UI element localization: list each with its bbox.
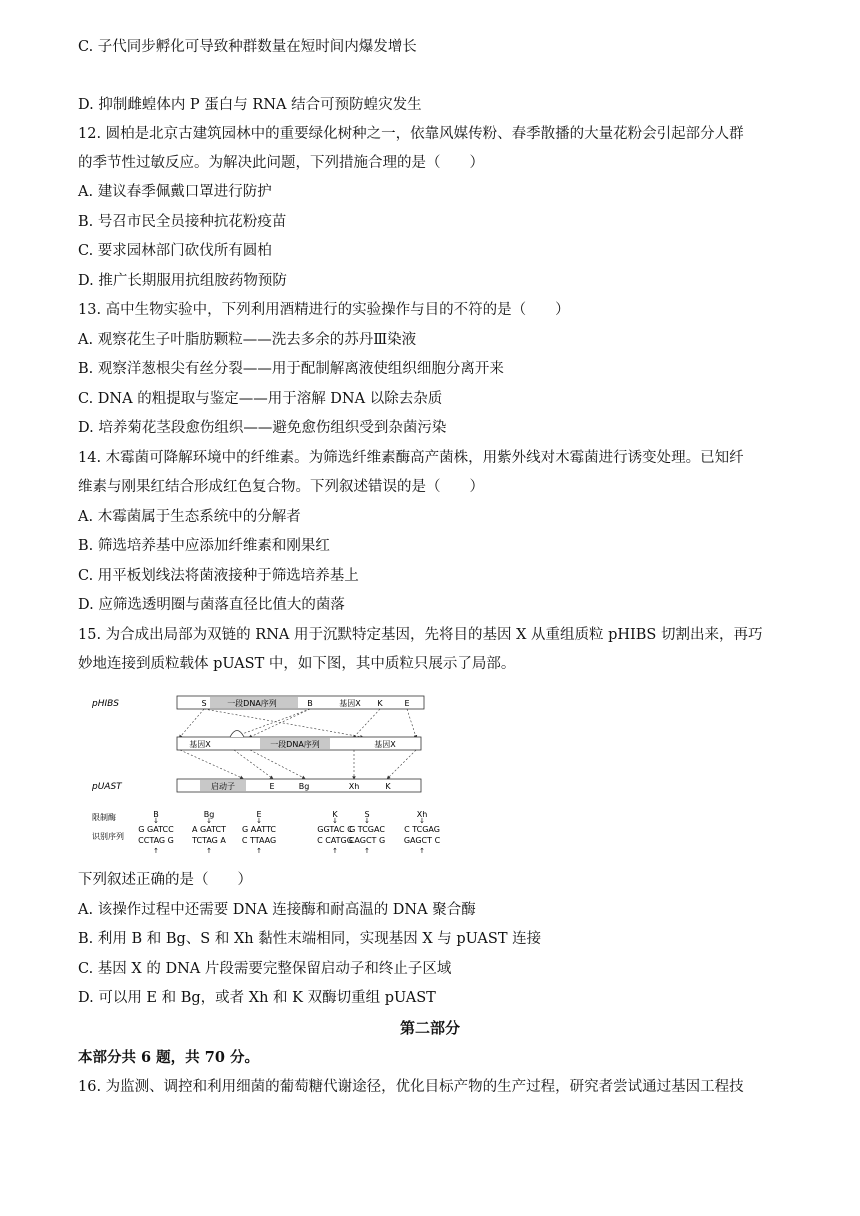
down-arrow-icon: ↓ [419,817,425,825]
q11-option-d: D. 抑制雌蝗体内 P 蛋白与 RNA 结合可预防蝗灾发生 [78,97,422,113]
q14-option-d: D. 应筛选透明圈与菌落直径比值大的菌落 [78,597,345,613]
down-arrow-icon: ↓ [256,817,262,825]
recognition-seq-bottom: C CATGG [317,836,353,845]
q11-option-c: C. 子代同步孵化可导致种群数量在短时间内爆发增长 [78,39,417,55]
part2-intro: 本部分共 6 题，共 70 分。 [78,1049,259,1066]
enzyme-name: Bg [203,810,215,819]
q12-stem-line1: 12. 圆柏是北京古建筑园林中的重要绿化树种之一，依靠风媒传粉、春季散播的大量花粉会引起部分人群 [78,126,744,142]
recognition-seq-top: GGTAC C [317,825,353,834]
up-arrow-icon: ↑ [206,847,212,855]
q15-stem-line1: 15. 为合成出局部为双链的 RNA 用于沉默特定基因，先将目的基因 X 从重组质粒 pHIBS 切割出来，再巧 [78,627,763,643]
up-arrow-icon: ↑ [153,847,159,855]
down-arrow-icon: ↓ [364,817,370,825]
enzyme-name: E [256,810,262,819]
down-arrow-icon: ↓ [153,817,159,825]
cut-lines-top [180,709,416,737]
q12-stem-line2: 的季节性过敏反应。为解决此问题，下列措施合理的是（ ） [78,155,484,171]
q14-option-b: B. 筛选培养基中应添加纤维素和刚果红 [78,538,330,554]
plasmid-diagram [92,690,462,864]
puast-site-xh: Xh [348,782,360,791]
recognition-seq-bottom: CCTAG G [138,836,174,845]
phibs-dna-segment: 一段DNA序列 [227,699,277,708]
puast-site-bg: Bg [298,782,310,791]
q15-stem-line2: 妙地连接到质粒载体 pUAST 中，如下图，其中质粒只展示了局部。 [78,656,516,672]
phibs-strip [177,696,424,709]
phibs-site-s: S [201,699,207,708]
recognition-seq-top: G GATCC [138,825,174,834]
up-arrow-icon: ↑ [256,847,262,855]
q15-option-c: C. 基因 X 的 DNA 片段需要完整保留启动子和终止子区域 [78,961,452,977]
q15-option-d: D. 可以用 E 和 Bg，或者 Xh 和 K 双酶切重组 pUAST [78,990,436,1006]
recognition-seq-top: A GATCT [192,825,226,834]
q13-option-a: A. 观察花生子叶脂肪颗粒——洗去多余的苏丹Ⅲ染液 [78,332,417,348]
enzyme-name: K [332,810,338,819]
q15-stem-line3: 下列叙述正确的是（ ） [78,872,252,888]
q13-option-c: C. DNA 的粗提取与鉴定——用于溶解 DNA 以除去杂质 [78,391,443,407]
q12-option-b: B. 号召市民全员接种抗花粉疫苗 [78,214,287,230]
puast-label: pUAST [92,782,122,792]
phibs-gene-x: 基因X [339,699,361,708]
q13-option-b: B. 观察洋葱根尖有丝分裂——用于配制解离液使组织细胞分离开来 [78,361,504,377]
sequence-row-label: 识别序列 [92,832,124,841]
up-arrow-icon: ↑ [364,847,370,855]
middle-gene-x-right: 基因X [374,740,396,749]
puast-site-e: E [269,782,275,791]
recognition-seq-top: C TCGAG [404,825,440,834]
recognition-seq-top: G AATTC [241,825,277,834]
middle-gene-x-left: 基因X [189,740,211,749]
phibs-site-k: K [377,699,383,708]
enzyme-table [138,810,440,855]
q14-option-a: A. 木霉菌属于生态系统中的分解者 [78,509,301,525]
q13-option-d: D. 培养菊花茎段愈伤组织——避免愈伤组织受到杂菌污染 [78,420,447,436]
recognition-seq-bottom: CAGCT G [348,836,386,845]
q15-option-a: A. 该操作过程中还需要 DNA 连接酶和耐高温的 DNA 聚合酶 [78,902,476,918]
recognition-seq-top: G TCGAC [349,825,385,834]
q12-option-a: A. 建议春季佩戴口罩进行防护 [78,184,272,200]
recognition-seq-bottom: C TTAAG [241,836,277,845]
enzyme-row-label: 限制酶 [92,813,116,822]
q14-stem-line1: 14. 木霉菌可降解环境中的纤维素。为筛选纤维素酶高产菌株，用紫外线对木霉菌进行诱变处理。已知纤 [78,450,744,466]
middle-strip [177,731,421,751]
up-arrow-icon: ↑ [332,847,338,855]
up-arrow-icon: ↑ [419,847,425,855]
middle-dna-segment: 一段DNA序列 [270,740,320,749]
enzyme-name: Xh [416,810,428,819]
phibs-label: pHIBS [92,699,120,709]
q15-option-b: B. 利用 B 和 Bg、S 和 Xh 黏性末端相同，实现基因 X 与 pUAST 连接 [78,931,542,947]
cut-lines-bottom [180,750,416,778]
puast-promoter: 启动子 [211,782,235,791]
q14-stem-line2: 维素与刚果红结合形成红色复合物。下列叙述错误的是（ ） [78,479,484,495]
down-arrow-icon: ↓ [206,817,212,825]
part2-heading: 第二部分 [399,1019,460,1037]
q16-stem-line1: 16. 为监测、调控和利用细菌的葡萄糖代谢途径，优化目标产物的生产过程，研究者尝试通过基因工程技 [78,1079,744,1095]
phibs-site-b: B [307,699,313,708]
q13-stem: 13. 高中生物实验中，下列利用酒精进行的实验操作与目的不符的是（ ） [78,302,570,318]
phibs-site-e: E [404,699,410,708]
q14-option-c: C. 用平板划线法将菌液接种于筛选培养基上 [78,568,359,584]
q12-option-c: C. 要求园林部门砍伐所有圆柏 [78,243,272,259]
enzyme-name: B [153,810,159,819]
recognition-seq-bottom: TCTAG A [192,836,226,845]
puast-site-k: K [385,782,391,791]
q12-option-d: D. 推广长期服用抗组胺药物预防 [78,273,287,289]
puast-strip [177,779,421,792]
recognition-seq-bottom: GAGCT C [403,836,441,845]
down-arrow-icon: ↓ [332,817,338,825]
enzyme-name: S [364,810,370,819]
